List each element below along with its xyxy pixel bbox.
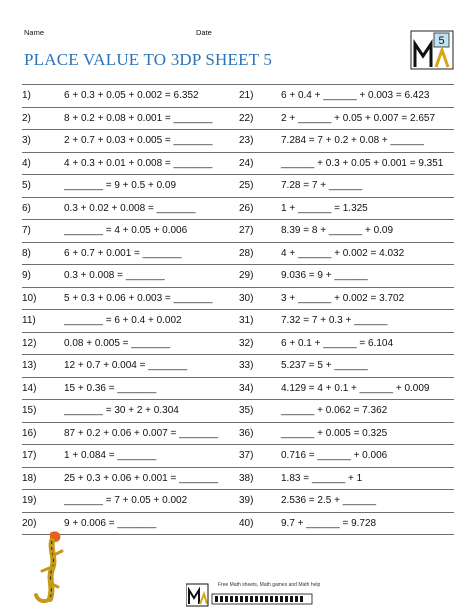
question-number: 39) xyxy=(239,495,254,507)
question-number: 34) xyxy=(239,382,254,394)
question-row xyxy=(22,445,454,468)
question-number: 40) xyxy=(239,517,254,529)
question-text: 7.32 = 7 + 0.3 + ______ xyxy=(281,315,388,327)
question-row xyxy=(22,378,454,401)
question-text: 0.716 = ______ + 0.006 xyxy=(281,450,388,462)
question-cell xyxy=(239,355,368,377)
question-text: 4 + ______ + 0.002 = 4.032 xyxy=(281,247,405,259)
question-row xyxy=(22,108,454,131)
question-number: 16) xyxy=(22,427,37,439)
question-row xyxy=(22,468,454,491)
question-cell xyxy=(22,445,156,467)
question-text: ______ + 0.3 + 0.05 + 0.001 = 9.351 xyxy=(281,157,444,169)
question-cell xyxy=(239,468,362,490)
question-number: 21) xyxy=(239,90,254,102)
question-text: 1 + 0.084 = _______ xyxy=(64,450,157,462)
question-cell xyxy=(239,130,424,152)
question-text: 15 + 0.36 = _______ xyxy=(64,382,157,394)
question-number: 14) xyxy=(22,382,37,394)
question-number: 11) xyxy=(22,315,36,327)
question-cell xyxy=(22,153,212,175)
question-cell xyxy=(239,243,404,265)
question-number: 20) xyxy=(22,517,37,529)
question-cell xyxy=(239,108,435,130)
question-text: 87 + 0.2 + 0.06 + 0.007 = _______ xyxy=(64,427,219,439)
question-row xyxy=(22,84,454,108)
m-letter-logo-icon xyxy=(410,30,454,70)
question-number: 4) xyxy=(22,157,31,169)
question-row xyxy=(22,333,454,356)
question-cell xyxy=(239,220,393,242)
question-text: 4 + 0.3 + 0.01 + 0.008 = _______ xyxy=(64,157,213,169)
question-row xyxy=(22,220,454,243)
question-number: 2) xyxy=(22,112,31,124)
question-number: 13) xyxy=(22,360,37,372)
question-cell xyxy=(22,355,187,377)
worksheet-title: PLACE VALUE TO 3DP SHEET 5 xyxy=(24,50,273,69)
question-number: 38) xyxy=(239,472,254,484)
question-text: 8 + 0.2 + 0.08 + 0.001 = _______ xyxy=(64,112,213,124)
question-cell xyxy=(22,175,176,197)
question-text: 7.284 = 7 + 0.2 + 0.08 + ______ xyxy=(281,135,424,147)
question-number: 7) xyxy=(22,225,31,237)
question-text: _______ = 4 + 0.05 + 0.006 xyxy=(64,225,188,237)
question-number: 29) xyxy=(239,270,254,282)
question-grid xyxy=(22,84,454,535)
question-cell xyxy=(22,378,156,400)
question-cell xyxy=(22,423,218,445)
question-text: 9.7 + ______ = 9.728 xyxy=(281,517,377,529)
question-row xyxy=(22,175,454,198)
question-cell xyxy=(22,333,170,355)
question-text: _______ = 9 + 0.5 + 0.09 xyxy=(64,180,177,192)
question-number: 1) xyxy=(22,90,31,102)
question-number: 15) xyxy=(22,405,37,417)
question-number: 9) xyxy=(22,270,31,282)
question-row xyxy=(22,288,454,311)
question-number: 19) xyxy=(22,495,37,507)
question-cell xyxy=(22,108,212,130)
question-cell xyxy=(239,490,376,512)
question-text: 1.83 = ______ + 1 xyxy=(281,472,363,484)
question-text: _______ = 6 + 0.4 + 0.002 xyxy=(64,315,182,327)
question-text: ______ + 0.062 = 7.362 xyxy=(281,405,388,417)
question-cell xyxy=(22,220,187,242)
question-text: 3 + ______ + 0.002 = 3.702 xyxy=(281,292,405,304)
question-cell xyxy=(239,445,387,467)
question-number: 18) xyxy=(22,472,37,484)
question-number: 31) xyxy=(239,315,254,327)
salamander-mascot-icon xyxy=(30,527,74,607)
question-cell xyxy=(239,198,368,220)
question-text: 2.536 = 2.5 + ______ xyxy=(281,495,377,507)
question-cell xyxy=(239,513,376,535)
question-text: ______ + 0.005 = 0.325 xyxy=(281,427,388,439)
name-label: Name xyxy=(24,28,45,37)
question-cell xyxy=(22,310,182,332)
question-text: 5.237 = 5 + ______ xyxy=(281,360,368,372)
question-text: 0.3 + 0.008 = _______ xyxy=(64,270,165,282)
question-text: 2 + ______ + 0.05 + 0.007 = 2.657 xyxy=(281,112,436,124)
question-text: 6 + 0.3 + 0.05 + 0.002 = 6.352 xyxy=(64,90,199,102)
question-number: 25) xyxy=(239,180,254,192)
question-cell xyxy=(239,423,387,445)
question-cell xyxy=(239,288,404,310)
question-cell xyxy=(22,243,182,265)
question-text: 6 + 0.7 + 0.001 = _______ xyxy=(64,247,182,259)
question-cell xyxy=(239,265,368,287)
question-number: 37) xyxy=(239,450,254,462)
question-number: 24) xyxy=(239,157,254,169)
footer-tagline: Free Math sheets, Math games and Math help xyxy=(218,582,321,588)
question-text: 0.3 + 0.02 + 0.008 = _______ xyxy=(64,202,196,214)
question-number: 8) xyxy=(22,247,31,259)
question-text: _______ = 30 + 2 + 0.304 xyxy=(64,405,179,417)
question-row xyxy=(22,243,454,266)
question-cell xyxy=(22,265,165,287)
question-number: 23) xyxy=(239,135,254,147)
question-number: 12) xyxy=(22,337,37,349)
date-label: Date xyxy=(196,28,212,37)
logo-badge: 5 xyxy=(438,35,445,47)
question-number: 33) xyxy=(239,360,254,372)
question-text: 6 + 0.4 + ______ + 0.003 = 6.423 xyxy=(281,90,430,102)
question-cell xyxy=(239,400,387,422)
question-number: 3) xyxy=(22,135,31,147)
question-cell xyxy=(22,490,187,512)
question-row xyxy=(22,198,454,221)
question-number: 22) xyxy=(239,112,254,124)
question-number: 32) xyxy=(239,337,254,349)
question-text: 9 + 0.006 = _______ xyxy=(64,517,157,529)
question-number: 36) xyxy=(239,427,254,439)
question-cell xyxy=(239,175,362,197)
question-number: 17) xyxy=(22,450,37,462)
question-cell xyxy=(22,400,179,422)
question-text: 12 + 0.7 + 0.004 = _______ xyxy=(64,360,188,372)
question-row xyxy=(22,513,454,536)
question-text: 25 + 0.3 + 0.06 + 0.001 = _______ xyxy=(64,472,219,484)
question-number: 28) xyxy=(239,247,254,259)
question-text: 9.036 = 9 + ______ xyxy=(281,270,368,282)
question-row xyxy=(22,355,454,378)
question-row xyxy=(22,490,454,513)
question-row xyxy=(22,265,454,288)
question-number: 30) xyxy=(239,292,254,304)
question-text: 6 + 0.1 + ______ = 6.104 xyxy=(281,337,394,349)
question-text: 4.129 = 4 + 0.1 + ______ + 0.009 xyxy=(281,382,430,394)
question-cell xyxy=(22,288,212,310)
question-cell xyxy=(22,130,212,152)
question-cell xyxy=(239,310,387,332)
question-number: 10) xyxy=(22,292,37,304)
question-row xyxy=(22,153,454,176)
question-text: 7.28 = 7 + ______ xyxy=(281,180,363,192)
question-row xyxy=(22,310,454,333)
question-number: 26) xyxy=(239,202,254,214)
question-row xyxy=(22,423,454,446)
question-number: 5) xyxy=(22,180,31,192)
question-number: 6) xyxy=(22,202,31,214)
question-text: 2 + 0.7 + 0.03 + 0.005 = _______ xyxy=(64,135,213,147)
question-cell xyxy=(239,333,393,355)
question-cell xyxy=(22,85,199,107)
question-text: 1 + ______ = 1.325 xyxy=(281,202,368,214)
question-cell xyxy=(22,198,196,220)
question-text: 0.08 + 0.005 = _______ xyxy=(64,337,171,349)
question-cell xyxy=(239,378,429,400)
question-text: 5 + 0.3 + 0.06 + 0.003 = _______ xyxy=(64,292,213,304)
question-number: 35) xyxy=(239,405,254,417)
question-cell xyxy=(239,85,429,107)
question-row xyxy=(22,400,454,423)
question-cell xyxy=(22,468,218,490)
question-row xyxy=(22,130,454,153)
question-text: 8.39 = 8 + ______ + 0.09 xyxy=(281,225,394,237)
question-cell xyxy=(239,153,443,175)
question-text: _______ = 7 + 0.05 + 0.002 xyxy=(64,495,188,507)
question-number: 27) xyxy=(239,225,254,237)
